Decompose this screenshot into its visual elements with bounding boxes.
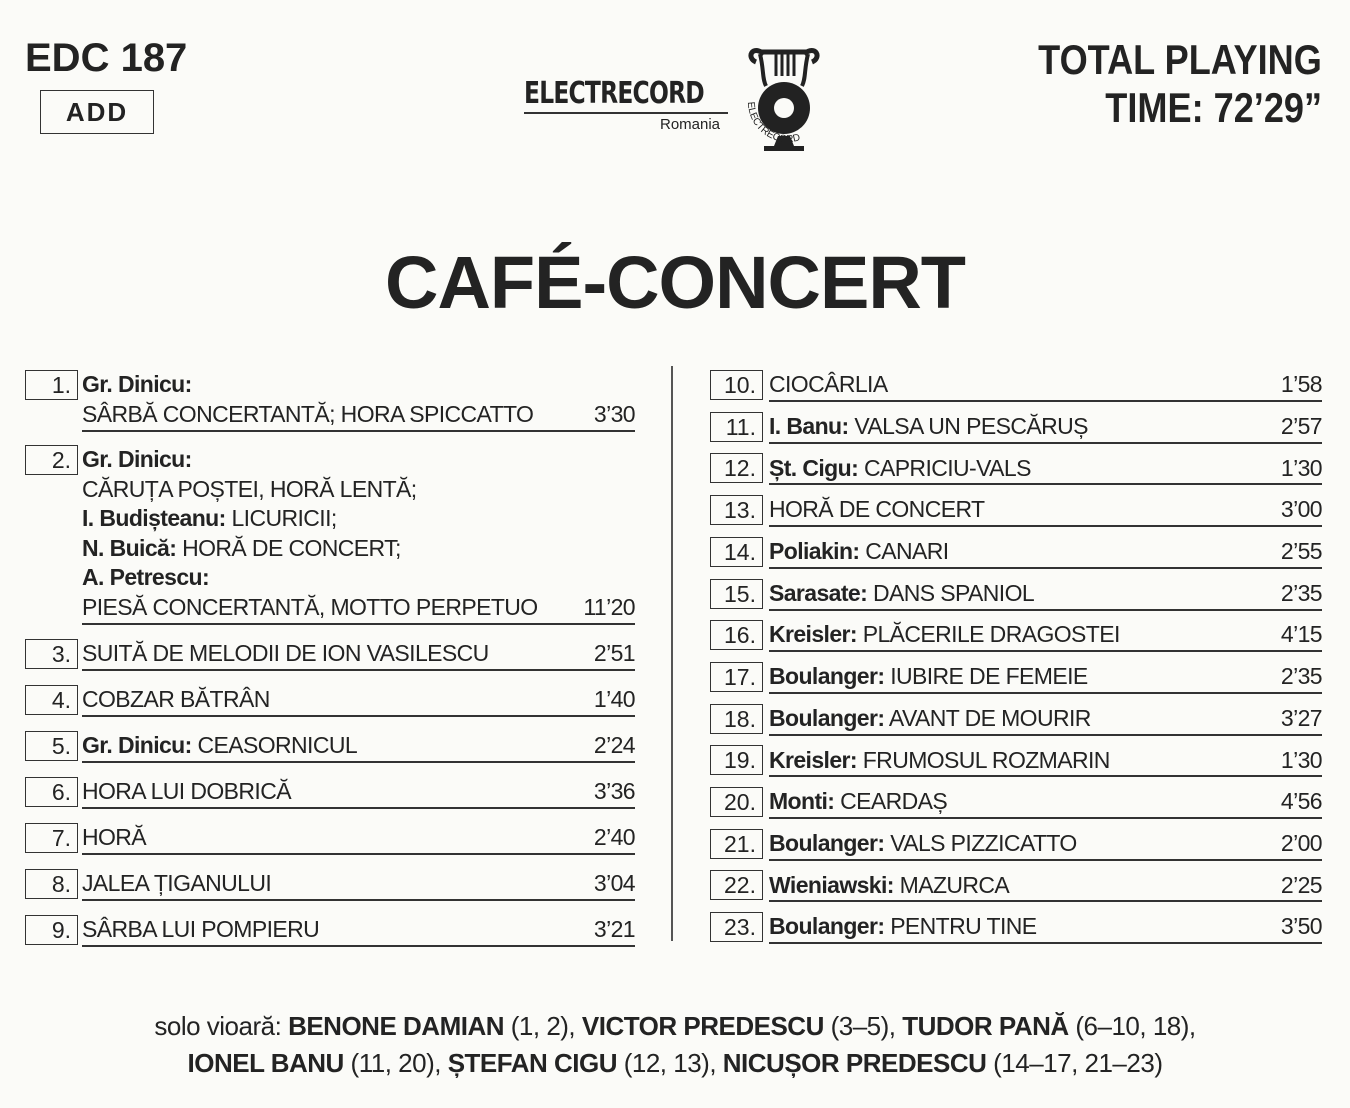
performer-tracks: (12, 13), — [623, 1048, 717, 1078]
track-composer: Gr. Dinicu: — [82, 446, 192, 473]
track-title: COBZAR BĂTRÂN — [82, 686, 270, 713]
track-title: HORĂ — [82, 824, 147, 851]
track-duration: 2’25 — [1280, 871, 1322, 898]
track-duration: 2’35 — [1280, 579, 1322, 606]
track-composer: Boulanger: — [769, 913, 885, 940]
lyre-record-icon — [742, 40, 834, 156]
column-divider — [671, 366, 673, 941]
track-title: CIOCÂRLIA — [769, 371, 888, 398]
track-composer: Șt. Cigu: — [769, 454, 859, 481]
track-underline — [82, 669, 635, 671]
track-title: MAZURCA — [899, 871, 1010, 898]
track-composer: I. Budișteanu: — [82, 505, 226, 532]
track-duration: 3’36 — [593, 778, 635, 805]
track-underline — [82, 899, 635, 901]
track-number: 10. — [710, 370, 763, 400]
brand-name: ELECTRECORD — [524, 76, 704, 111]
brand-country: Romania — [660, 116, 721, 133]
performer-tracks: (11, 20), — [350, 1048, 441, 1078]
track-underline — [769, 483, 1322, 485]
track-line — [82, 685, 270, 715]
track-number: 16. — [710, 620, 763, 650]
track-title: JALEA ȚIGANULUI — [82, 870, 272, 897]
track-line — [82, 445, 192, 475]
track-duration: 1’40 — [593, 686, 635, 713]
track-number: 4. — [25, 685, 78, 715]
credits-line-2 — [0, 1045, 1350, 1082]
track-composer: Sarasate: — [769, 579, 868, 606]
track-duration: 2’55 — [1280, 538, 1322, 565]
track-duration: 3’00 — [1280, 496, 1322, 523]
track-line — [769, 412, 1088, 442]
track-line — [769, 537, 949, 567]
track-underline — [769, 942, 1322, 944]
track-title: CEASORNICUL — [197, 732, 358, 759]
track-duration: 1’58 — [1280, 371, 1322, 398]
credits-line-1 — [0, 1008, 1350, 1045]
catalog-number: EDC 187 — [25, 36, 188, 80]
track-number: 17. — [710, 662, 763, 692]
performer-tracks: (14–17, 21–23) — [993, 1048, 1163, 1078]
track-underline — [769, 817, 1322, 819]
track-composer: Monti: — [769, 788, 835, 815]
track-line — [769, 620, 1120, 650]
track-title: CĂRUȚA POȘTEI, HORĂ LENTĂ; — [82, 475, 417, 502]
track-composer: Kreisler: — [769, 746, 857, 773]
performer-name: VICTOR PREDESCU — [581, 1011, 824, 1041]
track-composer: A. Petrescu: — [82, 564, 210, 591]
track-duration: 1’30 — [1280, 454, 1322, 481]
track-composer: Gr. Dinicu: — [82, 371, 192, 398]
track-duration: 4’56 — [1280, 788, 1322, 815]
track-duration: 2’51 — [593, 640, 635, 667]
track-line — [769, 871, 1009, 901]
brand-underline — [524, 112, 728, 114]
track-underline — [82, 623, 635, 625]
track-composer: Boulanger: — [769, 704, 885, 731]
track-number: 3. — [25, 639, 78, 669]
track-title: FRUMOSUL ROZMARIN — [862, 746, 1110, 773]
track-number: 21. — [710, 829, 763, 859]
track-underline — [769, 859, 1322, 861]
track-line — [769, 704, 1091, 734]
track-underline — [82, 761, 635, 763]
track-duration: 2’57 — [1280, 412, 1322, 439]
track-line — [82, 869, 271, 899]
track-line — [82, 915, 319, 945]
track-line — [769, 746, 1110, 776]
track-title: VALSA UN PESCĂRUȘ — [854, 412, 1088, 439]
track-line — [82, 475, 417, 505]
performer-tracks: (1, 2), — [510, 1011, 576, 1041]
track-line — [769, 912, 1037, 942]
track-underline — [82, 853, 635, 855]
track-line — [769, 662, 1088, 692]
track-number: 23. — [710, 912, 763, 942]
track-duration: 3’30 — [593, 400, 635, 427]
performer-tracks: (3–5), — [830, 1011, 896, 1041]
track-line — [82, 370, 192, 400]
track-underline — [769, 650, 1322, 652]
track-line — [769, 495, 985, 525]
track-title: SÂRBA LUI POMPIERU — [82, 916, 320, 943]
track-composer: Poliakin: — [769, 538, 860, 565]
track-line — [82, 400, 533, 430]
track-line — [82, 593, 538, 623]
track-title: CANARI — [865, 538, 949, 565]
track-number: 22. — [710, 870, 763, 900]
track-duration: 11’20 — [583, 593, 635, 620]
track-title: DANS SPANIOL — [872, 579, 1035, 606]
track-line — [769, 454, 1031, 484]
track-line — [82, 563, 209, 593]
track-title: PIESĂ CONCERTANTĂ, MOTTO PERPETUO — [82, 593, 538, 620]
track-composer: Kreisler: — [769, 621, 857, 648]
credits-label: solo vioară: — [154, 1011, 282, 1041]
track-duration: 3’27 — [1280, 704, 1322, 731]
track-line — [82, 823, 146, 853]
track-number: 18. — [710, 704, 763, 734]
track-duration: 3’21 — [593, 916, 635, 943]
track-number: 2. — [25, 445, 78, 475]
track-duration: 2’35 — [1280, 663, 1322, 690]
track-composer: Gr. Dinicu: — [82, 732, 192, 759]
track-underline — [769, 442, 1322, 444]
performer-name: BENONE DAMIAN — [288, 1011, 505, 1041]
track-underline — [769, 775, 1322, 777]
track-underline — [82, 430, 635, 432]
track-composer: N. Buică: — [82, 534, 177, 561]
track-line — [82, 639, 489, 669]
track-title: IUBIRE DE FEMEIE — [890, 663, 1088, 690]
track-line — [769, 829, 1077, 859]
track-underline — [769, 734, 1322, 736]
track-underline — [82, 945, 635, 947]
track-number: 14. — [710, 537, 763, 567]
track-number: 8. — [25, 869, 78, 899]
track-duration: 3’04 — [593, 870, 635, 897]
track-number: 1. — [25, 370, 78, 400]
track-underline — [769, 609, 1322, 611]
track-duration: 2’24 — [593, 732, 635, 759]
track-number: 11. — [710, 412, 763, 442]
track-number: 15. — [710, 579, 763, 609]
track-line — [82, 504, 337, 534]
track-underline — [769, 692, 1322, 694]
album-title: CAFÉ-CONCERT — [385, 241, 965, 324]
track-title: HORĂ DE CONCERT — [769, 496, 985, 523]
total-time-label: TOTAL PLAYING — [1038, 36, 1322, 83]
track-line — [82, 777, 291, 807]
performer-tracks: (6–10, 18), — [1075, 1011, 1196, 1041]
track-duration: 1’30 — [1280, 746, 1322, 773]
track-composer: Boulanger: — [769, 663, 885, 690]
track-duration: 3’50 — [1280, 913, 1322, 940]
track-number: 6. — [25, 777, 78, 807]
track-line — [769, 787, 947, 817]
track-line — [769, 579, 1034, 609]
emblem-text: ELECTRECORD — [744, 101, 802, 146]
track-number: 12. — [710, 453, 763, 483]
track-title: CEARDAȘ — [840, 788, 948, 815]
track-number: 13. — [710, 495, 763, 525]
track-line — [769, 370, 888, 400]
track-title: PENTRU TINE — [890, 913, 1037, 940]
track-title: PLĂCERILE DRAGOSTEI — [862, 621, 1120, 648]
track-composer: I. Banu: — [769, 412, 849, 439]
track-underline — [82, 715, 635, 717]
track-title: HORA LUI DOBRICĂ — [82, 778, 291, 805]
total-time-value: TIME: 72’29” — [1105, 84, 1322, 131]
performer-name: TUDOR PANĂ — [902, 1011, 1069, 1041]
track-line — [82, 534, 401, 564]
performer-name: ȘTEFAN CIGU — [447, 1048, 617, 1078]
total-playing-time — [992, 36, 1322, 132]
track-underline — [769, 567, 1322, 569]
performer-name: NICUȘOR PREDESCU — [722, 1048, 987, 1078]
recording-code-badge: ADD — [40, 90, 154, 134]
track-title: AVANT DE MOURIR — [888, 704, 1091, 731]
track-title: SÂRBĂ CONCERTANTĂ; HORA SPICCATTO — [82, 400, 534, 427]
track-number: 7. — [25, 823, 78, 853]
performer-name: IONEL BANU — [187, 1048, 344, 1078]
track-title: CAPRICIU-VALS — [863, 454, 1031, 481]
track-line — [82, 731, 357, 761]
track-composer: Boulanger: — [769, 829, 885, 856]
track-duration: 4’15 — [1280, 621, 1322, 648]
track-title: HORĂ DE CONCERT; — [182, 534, 401, 561]
track-title: VALS PIZZICATTO — [890, 829, 1077, 856]
track-title: LICURICII; — [231, 505, 337, 532]
track-underline — [769, 400, 1322, 402]
track-number: 19. — [710, 745, 763, 775]
credits — [0, 1008, 1350, 1082]
track-underline — [769, 900, 1322, 902]
track-duration: 2’00 — [1280, 829, 1322, 856]
track-number: 5. — [25, 731, 78, 761]
track-number: 20. — [710, 787, 763, 817]
track-underline — [769, 525, 1322, 527]
track-underline — [82, 807, 635, 809]
track-number: 9. — [25, 915, 78, 945]
track-composer: Wieniawski: — [769, 871, 894, 898]
track-title: SUITĂ DE MELODII DE ION VASILESCU — [82, 640, 489, 667]
track-duration: 2’40 — [593, 824, 635, 851]
